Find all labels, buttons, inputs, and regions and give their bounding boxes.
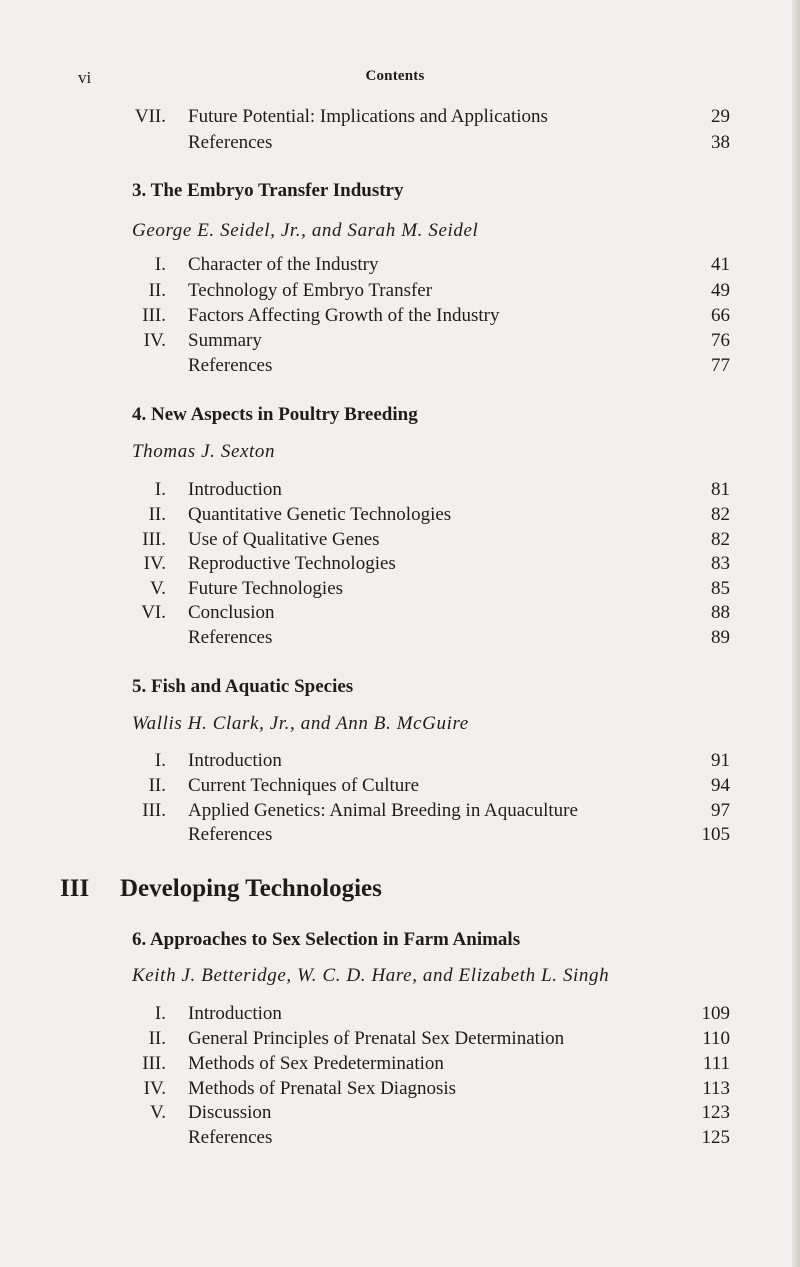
toc-entry	[0, 328, 800, 354]
part-title: Developing Technologies	[120, 875, 382, 902]
entry-page: 125	[701, 1127, 730, 1148]
entry-number: III.	[142, 305, 166, 326]
entry-title: Factors Affecting Growth of the Industry	[188, 305, 500, 326]
entry-title: Summary	[188, 330, 262, 351]
entry-page: 109	[701, 1003, 730, 1024]
entry-number: III.	[142, 1053, 166, 1074]
toc-entry	[0, 130, 800, 156]
entry-number: I.	[154, 254, 166, 275]
chapter-authors: George E. Seidel, Jr., and Sarah M. Seidel	[132, 220, 479, 241]
part-number: III	[60, 875, 90, 902]
toc-entry	[0, 576, 800, 602]
page-header	[0, 68, 800, 92]
entry-page: 123	[701, 1102, 730, 1123]
entry-number: II.	[148, 775, 166, 796]
running-title: Contents	[365, 68, 425, 84]
entry-title: Methods of Prenatal Sex Diagnosis	[188, 1078, 457, 1099]
entry-title: Technology of Embryo Transfer	[188, 280, 433, 301]
entry-number: V.	[149, 1102, 166, 1123]
entry-page: 91	[711, 750, 730, 771]
entry-page: 76	[711, 330, 730, 351]
entry-title: Character of the Industry	[188, 254, 379, 275]
entry-number: I.	[154, 1003, 166, 1024]
toc-entry	[0, 551, 800, 577]
chapter-heading: 4. New Aspects in Poultry Breeding	[132, 404, 418, 425]
entry-title: Applied Genetics: Animal Breeding in Aquaculture	[188, 800, 578, 821]
entry-title: General Principles of Prenatal Sex Determination	[188, 1028, 565, 1049]
toc-entry	[0, 773, 800, 799]
entry-page: 105	[701, 824, 730, 845]
chapter-authors: Keith J. Betteridge, W. C. D. Hare, and Elizabeth L. Singh	[132, 965, 610, 986]
chapter-authors: Thomas J. Sexton	[132, 441, 276, 462]
entry-number: IV.	[143, 1078, 166, 1099]
entry-number: IV.	[143, 330, 166, 351]
toc-entry	[0, 1051, 800, 1077]
toc-entry	[0, 278, 800, 304]
entry-page: 82	[711, 529, 730, 550]
entry-number: III.	[142, 800, 166, 821]
toc-entry	[0, 822, 800, 848]
entry-title: Current Techniques of Culture	[188, 775, 420, 796]
entry-page: 83	[711, 553, 730, 574]
entry-number: I.	[154, 750, 166, 771]
toc-entry	[0, 1026, 800, 1052]
toc-entry	[0, 502, 800, 528]
entry-number: VI.	[141, 602, 166, 623]
toc-entry	[0, 104, 800, 130]
toc-entry	[0, 303, 800, 329]
entry-title: Conclusion	[188, 602, 275, 623]
entry-page: 82	[711, 504, 730, 525]
entry-title: Reproductive Technologies	[188, 553, 396, 574]
entry-number: VII.	[134, 106, 166, 127]
entry-title: Use of Qualitative Genes	[188, 529, 380, 550]
entry-title: Introduction	[188, 1003, 282, 1024]
entry-title: Discussion	[188, 1102, 272, 1123]
toc-entry	[0, 353, 800, 379]
entry-title: Introduction	[188, 750, 282, 771]
entry-title: References	[188, 1127, 273, 1148]
entry-page: 81	[711, 479, 730, 500]
toc-entry	[0, 1125, 800, 1151]
page-number: vi	[78, 68, 92, 87]
entry-page: 29	[711, 106, 730, 127]
entry-number: IV.	[143, 553, 166, 574]
entry-title: Methods of Sex Predetermination	[188, 1053, 444, 1074]
entry-title: References	[188, 355, 273, 376]
entry-title: References	[188, 824, 273, 845]
entry-page: 41	[711, 254, 730, 275]
entry-number: II.	[148, 1028, 166, 1049]
part-heading	[60, 873, 382, 905]
entry-title: Future Technologies	[188, 578, 344, 599]
toc-entry	[0, 477, 800, 503]
entry-page: 113	[702, 1078, 730, 1099]
toc-entry	[0, 1100, 800, 1126]
entry-number: III.	[142, 529, 166, 550]
entry-page: 89	[711, 627, 730, 648]
entry-page: 111	[702, 1053, 730, 1074]
entry-page: 66	[711, 305, 730, 326]
chapter-authors: Wallis H. Clark, Jr., and Ann B. McGuire	[132, 713, 469, 734]
toc-entry	[0, 748, 800, 774]
toc-entry	[0, 1076, 800, 1102]
entry-page: 38	[711, 132, 730, 153]
entry-title: References	[188, 132, 273, 153]
toc-entry	[0, 1001, 800, 1027]
entry-page: 49	[711, 280, 730, 301]
entry-page: 85	[711, 578, 730, 599]
entry-title: Introduction	[188, 479, 282, 500]
entry-number: I.	[154, 479, 166, 500]
entry-title: Quantitative Genetic Technologies	[188, 504, 452, 525]
entry-number: II.	[148, 280, 166, 301]
entry-page: 110	[702, 1028, 730, 1049]
toc-entry	[0, 252, 800, 278]
entry-page: 94	[711, 775, 730, 796]
chapter-heading: 6. Approaches to Sex Selection in Farm Animals	[132, 929, 521, 950]
toc-entry	[0, 600, 800, 626]
toc-entry	[0, 798, 800, 824]
chapter-heading: 3. The Embryo Transfer Industry	[132, 180, 404, 201]
entry-page: 97	[711, 800, 730, 821]
entry-title: Future Potential: Implications and Applications	[188, 106, 548, 127]
entry-number: V.	[149, 578, 166, 599]
entry-title: References	[188, 627, 273, 648]
entry-page: 77	[711, 355, 730, 376]
entry-page: 88	[711, 602, 730, 623]
entry-number: II.	[148, 504, 166, 525]
toc-entry	[0, 625, 800, 651]
chapter-heading: 5. Fish and Aquatic Species	[132, 676, 354, 697]
toc-entry	[0, 527, 800, 553]
